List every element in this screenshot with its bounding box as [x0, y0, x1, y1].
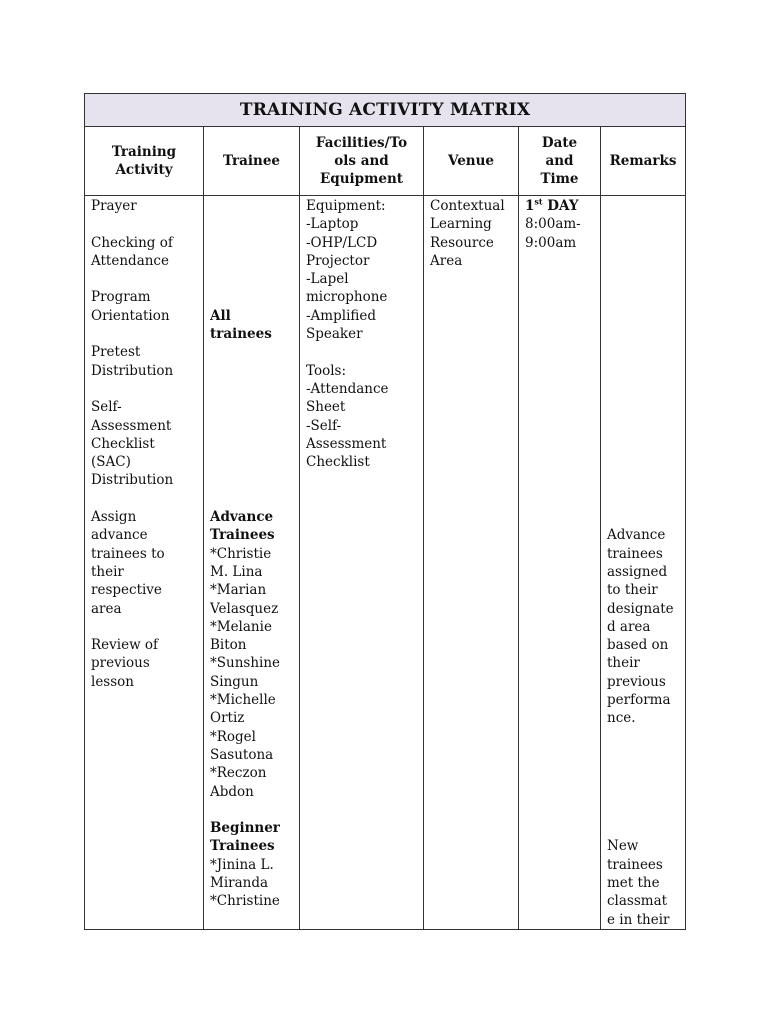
- activity-item: Review of previous lesson: [91, 637, 159, 690]
- remarks-cell: [601, 196, 686, 930]
- trainee-cell: [204, 196, 300, 930]
- day-number: 1: [525, 198, 535, 214]
- activity-item: Pretest Distribution: [91, 344, 174, 379]
- advance-trainees-list: *Christie M. Lina *Marian Velasquez *Melanie Biton *Sunshine Singun *Michelle Ortiz *Rogel Sasutona *Reczon Abdon: [210, 545, 281, 800]
- venue-cell: [424, 196, 519, 930]
- day-label: [525, 197, 595, 215]
- activity-item: Prayer: [91, 198, 137, 214]
- all-trainees-label: All trainees: [210, 307, 272, 343]
- activity-item: Checking of Attendance: [91, 234, 173, 269]
- training-activity-matrix: [84, 93, 686, 930]
- beginner-trainees-list: *Jinina L. Miranda *Christine: [210, 856, 280, 910]
- beginner-trainees-label: Beginner Trainees: [210, 820, 280, 855]
- activity-item: Assign advance trainees to their respective area: [91, 509, 165, 617]
- header-date-time: Date and Time: [519, 127, 601, 196]
- header-venue: Venue: [424, 127, 519, 196]
- header-remarks: Remarks: [601, 127, 686, 196]
- activity-item: Program Orientation: [91, 289, 170, 324]
- time-range: 8:00am- 9:00am: [525, 216, 581, 251]
- advance-trainees-label: Advance Trainees: [210, 509, 275, 544]
- header-trainee: Trainee: [204, 127, 300, 196]
- matrix-title: TRAINING ACTIVITY MATRIX: [85, 94, 686, 127]
- date-time-cell: [519, 196, 601, 930]
- body-row: [85, 196, 686, 930]
- header-row: [85, 127, 686, 196]
- remarks-new: New trainees met the classmat e in their: [607, 838, 670, 928]
- header-training-activity: Training Activity: [85, 127, 204, 196]
- venue-text: Contextual Learning Resource Area: [430, 198, 505, 269]
- day-word: DAY: [542, 198, 579, 214]
- day-suffix: st: [534, 196, 543, 207]
- equipment-list: Equipment: -Laptop -OHP/LCD Projector -Lapel microphone -Amplified Speaker: [306, 198, 388, 343]
- header-facilities: Facilities/To ols and Equipment: [300, 127, 424, 196]
- activity-item: Self- Assessment Checklist (SAC) Distribution: [91, 399, 174, 489]
- tools-list: Tools: -Attendance Sheet -Self- Assessment Checklist: [306, 362, 389, 471]
- remarks-advance: Advance trainees assigned to their designate d area based on their previous performa nce.: [607, 527, 674, 727]
- activities-cell: [85, 196, 204, 930]
- facilities-cell: [300, 196, 424, 930]
